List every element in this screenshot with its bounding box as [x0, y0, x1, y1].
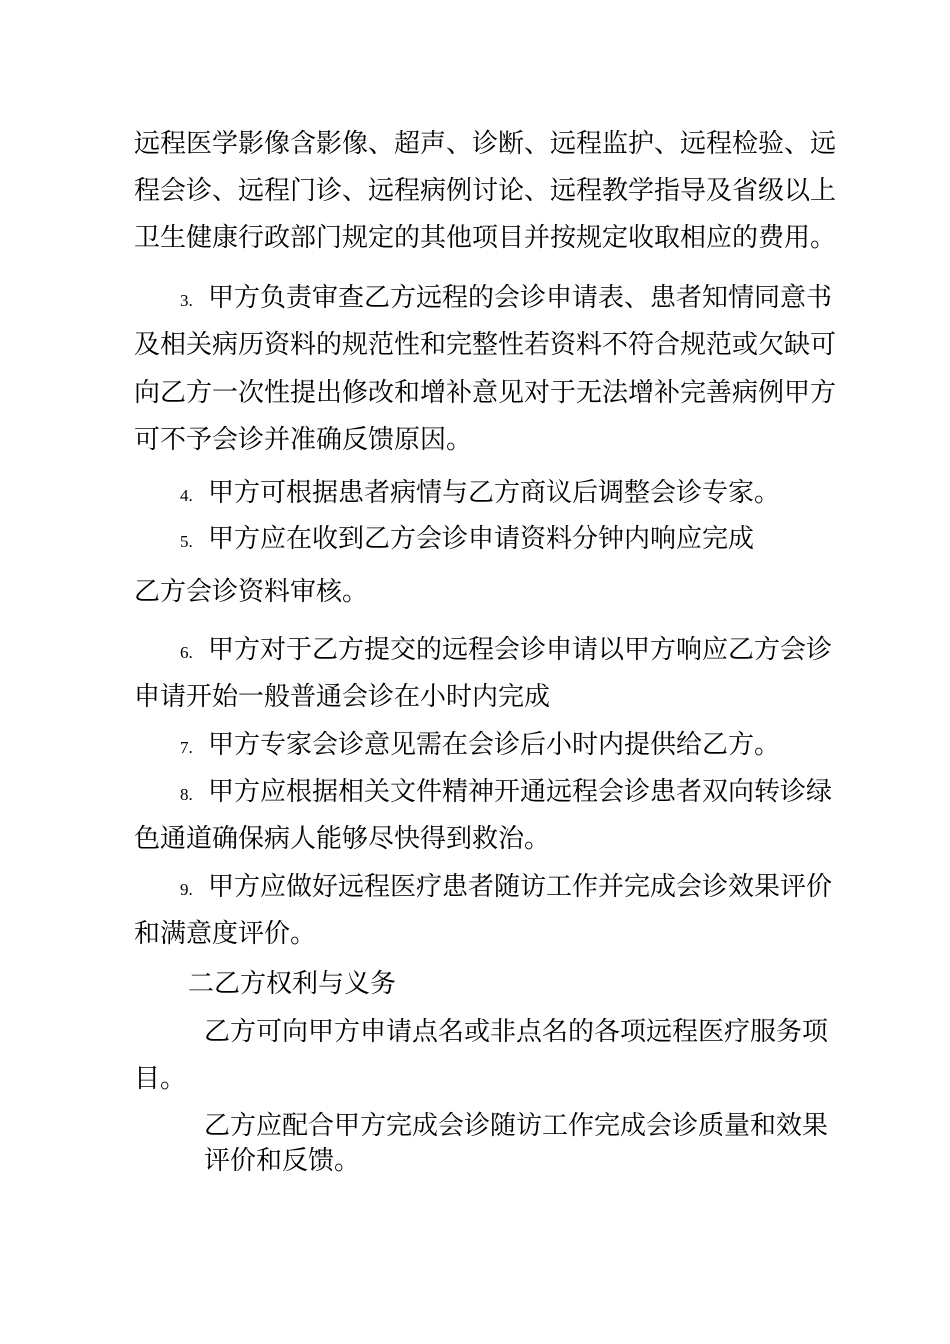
item-number: 4. [180, 486, 193, 505]
line-text: 甲方可根据患者病情与乙方商议后调整会诊专家。 [208, 478, 781, 508]
paragraph-line [134, 423, 472, 457]
numbered-item-8 [180, 775, 832, 812]
item-number: 8. [180, 785, 193, 804]
paragraph-line [204, 1109, 828, 1143]
item-number: 7. [180, 738, 193, 757]
numbered-item-3 [180, 281, 832, 318]
paragraph-line [204, 1144, 360, 1178]
line-text: 乙方可向甲方申请点名或非点名的各项远程医疗服务项 [204, 1017, 829, 1047]
line-text: 甲方应根据相关文件精神开通远程会诊患者双向转诊绿 [208, 777, 833, 807]
line-text: 甲方负责审查乙方远程的会诊申请表、患者知情同意书 [208, 283, 833, 313]
paragraph-line [134, 221, 836, 255]
line-text: 远程医学影像含影像、超声、诊断、远程监护、远程检验、远 [134, 129, 837, 159]
line-text: 评价和反馈。 [204, 1146, 361, 1176]
item-number: 6. [180, 643, 193, 662]
line-text: 可不予会诊并准确反馈原因。 [134, 425, 473, 455]
paragraph-line [134, 575, 368, 609]
numbered-item-5 [180, 522, 754, 559]
line-text: 申请开始一般普通会诊在小时内完成 [134, 682, 551, 712]
line-text: 程会诊、远程门诊、远程病例讨论、远程教学指导及省级以上 [134, 176, 837, 206]
section-heading [188, 967, 396, 1001]
line-text: 甲方应做好远程医疗患者随访工作并完成会诊效果评价 [208, 872, 833, 902]
paragraph-line [134, 822, 550, 856]
numbered-item-6 [180, 633, 832, 670]
paragraph-line [204, 1015, 828, 1049]
line-text: 卫生健康行政部门规定的其他项目并按规定收取相应的费用。 [134, 223, 837, 253]
paragraph-line [134, 1062, 186, 1096]
item-number: 3. [180, 291, 193, 310]
numbered-item-9 [180, 870, 832, 907]
paragraph-line [134, 917, 316, 951]
item-number: 9. [180, 880, 193, 899]
line-text: 甲方专家会诊意见需在会诊后小时内提供给乙方。 [208, 730, 781, 760]
paragraph-line [134, 127, 836, 161]
line-text: 乙方会诊资料审核。 [134, 577, 369, 607]
line-text: 目。 [134, 1064, 187, 1094]
numbered-item-7 [180, 728, 780, 765]
line-text: 向乙方一次性提出修改和增补意见对于无法增补完善病例甲方 [134, 378, 837, 408]
line-text: 乙方应配合甲方完成会诊随访工作完成会诊质量和效果 [204, 1111, 829, 1141]
heading-text: 二乙方权利与义务 [188, 969, 397, 999]
line-text: 色通道确保病人能够尽快得到救治。 [134, 824, 551, 854]
paragraph-line [134, 680, 550, 714]
line-text: 及相关病历资料的规范性和完整性若资料不符合规范或欠缺可 [134, 330, 837, 360]
line-text: 甲方应在收到乙方会诊申请资料分钟内响应完成 [208, 524, 755, 554]
item-number: 5. [180, 532, 193, 551]
numbered-item-4 [180, 476, 780, 513]
line-text: 甲方对于乙方提交的远程会诊申请以甲方响应乙方会诊 [208, 635, 833, 665]
paragraph-line [134, 174, 836, 208]
paragraph-line [134, 376, 836, 410]
paragraph-line [134, 328, 836, 362]
line-text: 和满意度评价。 [134, 919, 317, 949]
